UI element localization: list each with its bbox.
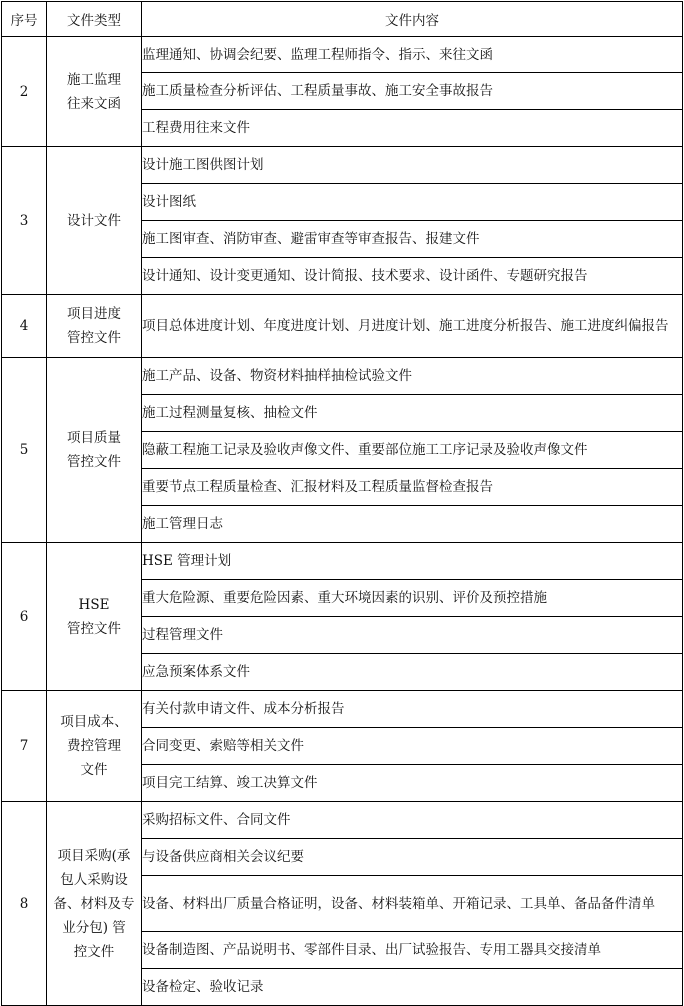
- file-content: 项目完工结算、竣工决算文件: [142, 765, 683, 802]
- table-row: [2, 691, 683, 728]
- table-row: [2, 358, 683, 395]
- file-content: 设备制造图、产品说明书、零部件目录、出厂试验报告、专用工器具交接清单: [142, 932, 683, 969]
- file-content: 施工图审查、消防审查、避雷审查等审查报告、报建文件: [142, 221, 683, 258]
- file-type: 项目采购(承 包人采购设 备、材料及专 业分包) 管 控文件: [47, 802, 142, 1006]
- file-content: 设计施工图供图计划: [142, 147, 683, 184]
- file-content: 重大危险源、重要危险因素、重大环境因素的识别、评价及预控措施: [142, 580, 683, 617]
- file-content: 有关付款申请文件、成本分析报告: [142, 691, 683, 728]
- row-number: 4: [2, 295, 47, 358]
- file-content: 过程管理文件: [142, 617, 683, 654]
- header-seq: 序号: [2, 2, 47, 37]
- file-type: 项目质量 管控文件: [47, 358, 142, 543]
- file-content: 与设备供应商相关会议纪要: [142, 839, 683, 876]
- row-number: 8: [2, 802, 47, 1006]
- file-content: 施工过程测量复核、抽检文件: [142, 395, 683, 432]
- file-content: HSE 管理计划: [142, 543, 683, 580]
- header-type: 文件类型: [47, 2, 142, 37]
- file-content: 项目总体进度计划、年度进度计划、月进度计划、施工进度分析报告、施工进度纠偏报告: [142, 295, 683, 358]
- file-content: 设计图纸: [142, 184, 683, 221]
- file-content: 施工质量检查分析评估、工程质量事故、施工安全事故报告: [142, 73, 683, 110]
- file-content: 施工管理日志: [142, 506, 683, 543]
- row-number: 2: [2, 37, 47, 147]
- file-type: 项目进度 管控文件: [47, 295, 142, 358]
- file-content: 采购招标文件、合同文件: [142, 802, 683, 839]
- file-type: HSE 管控文件: [47, 543, 142, 691]
- file-content: 监理通知、协调会纪要、监理工程师指令、指示、来往文函: [142, 37, 683, 73]
- file-content: 设计通知、设计变更通知、设计简报、技术要求、设计函件、专题研究报告: [142, 258, 683, 295]
- document-table: [1, 1, 683, 1006]
- file-content: 设备、材料出厂质量合格证明，设备、材料装箱单、开箱记录、工具单、备品备件清单: [142, 876, 683, 932]
- file-content: 施工产品、设备、物资材料抽样抽检试验文件: [142, 358, 683, 395]
- table-row: [2, 37, 683, 73]
- table-row: [2, 147, 683, 184]
- table-row: [2, 543, 683, 580]
- row-number: 6: [2, 543, 47, 691]
- file-content: 工程费用往来文件: [142, 110, 683, 147]
- file-content: 应急预案体系文件: [142, 654, 683, 691]
- header-content: 文件内容: [142, 2, 683, 37]
- file-type: 项目成本、 费控管理 文件: [47, 691, 142, 802]
- header-row: [2, 2, 683, 37]
- file-content: 隐蔽工程施工记录及验收声像文件、重要部位施工工序记录及验收声像文件: [142, 432, 683, 469]
- table-row: [2, 802, 683, 839]
- file-content: 重要节点工程质量检查、汇报材料及工程质量监督检查报告: [142, 469, 683, 506]
- row-number: 3: [2, 147, 47, 295]
- row-number: 5: [2, 358, 47, 543]
- file-type: 设计文件: [47, 147, 142, 295]
- table-row: [2, 295, 683, 358]
- file-content: 设备检定、验收记录: [142, 969, 683, 1006]
- file-content: 合同变更、索赔等相关文件: [142, 728, 683, 765]
- row-number: 7: [2, 691, 47, 802]
- file-type: 施工监理 往来文函: [47, 37, 142, 147]
